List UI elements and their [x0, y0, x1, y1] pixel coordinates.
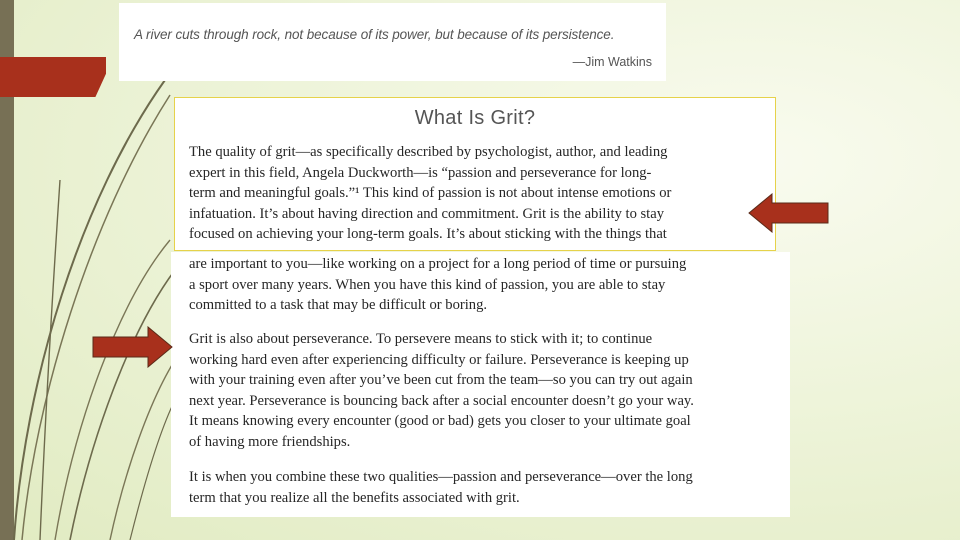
text-line: The quality of grit—as specifically described by psychologist, author, and leading: [189, 144, 668, 160]
text-line: a sport over many years. When you have this kind of passion, you are able to stay: [189, 276, 666, 293]
quote-card: [119, 3, 666, 81]
text-line: next year. Perseverance is bouncing back after a social encounter doesn’t go your way.: [189, 392, 694, 409]
text-line: term and meaningful goals.”¹ This kind of passion is not about intense emotions or: [189, 185, 672, 201]
text-line: infatuation. It’s about having direction and commitment. Grit is the ability to stay: [189, 205, 665, 222]
right-arrow-icon: [92, 326, 174, 368]
text-line: committed to a task that may be difficult or boring.: [189, 297, 488, 313]
text-line: with your training even after you’ve been cut from the team—so you can try out again: [189, 372, 693, 388]
accent-tab: [0, 57, 106, 97]
text-line: of having more friendships.: [189, 433, 351, 450]
text-line: term that you realize all the benefits associated with grit.: [189, 489, 520, 506]
paragraph-passion-bottom: [189, 254, 774, 316]
text-line: expert in this field, Angela Duckworth—is “passion and perseverance for long-: [189, 164, 652, 181]
article-title: What Is Grit?: [414, 107, 536, 129]
text-line: working hard even after experiencing difficulty or failure. Perseverance is keeping up: [189, 351, 689, 368]
text-line: It is when you combine these two qualities—passion and perseverance—over the long: [189, 469, 693, 485]
paragraph-perseverance: [189, 329, 779, 452]
text-line: It means knowing every encounter (good or bad) gets you closer to your ultimate goal: [189, 413, 691, 429]
text-line: Grit is also about perseverance. To persevere means to stick with it; to continue: [189, 331, 653, 347]
quote-author: —Jim Watkins: [572, 55, 652, 69]
paragraph-conclusion: [189, 467, 779, 508]
text-line: are important to you—like working on a project for a long period of time or pursuing: [189, 256, 687, 272]
text-line: focused on achieving your long-term goals. It’s about sticking with the things that: [189, 226, 667, 242]
paragraph-passion-top: [189, 142, 764, 245]
quote-text: A river cuts through rock, not because of its power, but because of its persistence.: [134, 27, 615, 42]
left-arrow-icon: [748, 193, 830, 233]
